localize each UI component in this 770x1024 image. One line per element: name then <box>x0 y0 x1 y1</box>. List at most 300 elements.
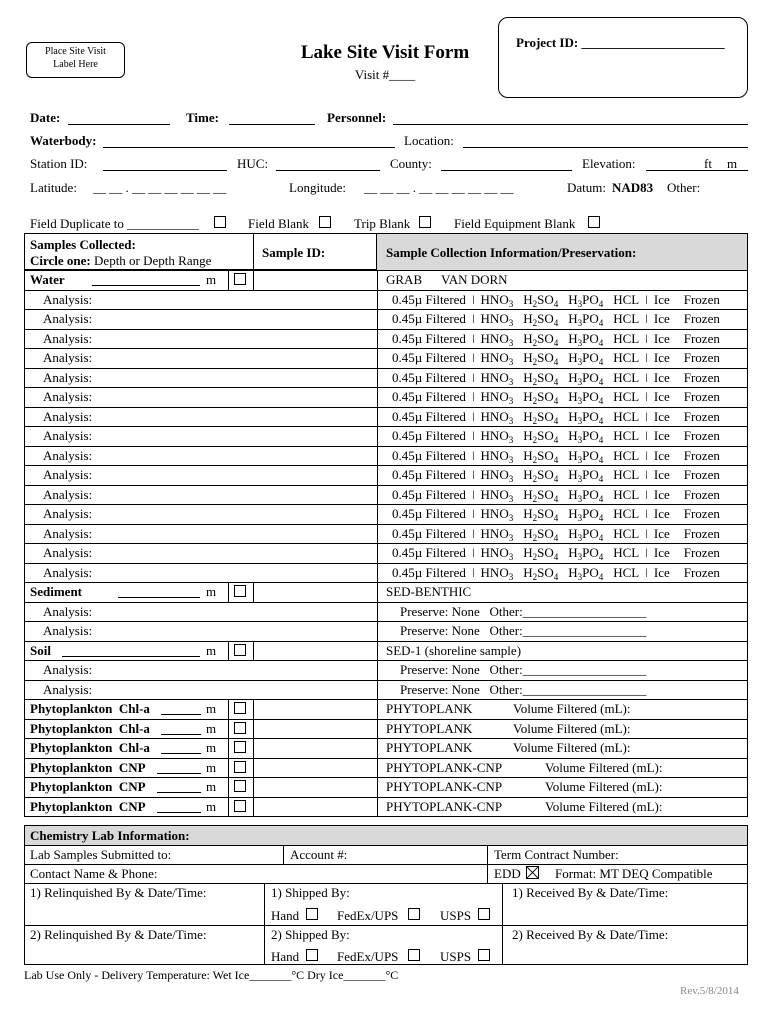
row-divider <box>24 680 748 681</box>
edd-checkbox-checked[interactable] <box>526 866 539 879</box>
ice-option[interactable]: Ice <box>653 467 670 482</box>
hno3-option[interactable] <box>481 487 514 502</box>
hno3-option[interactable] <box>481 389 514 404</box>
lab-col-divider-4 <box>502 883 503 965</box>
col-divider <box>253 719 254 739</box>
trip-blank-checkbox[interactable] <box>419 216 431 228</box>
separator: ǀ <box>645 389 648 404</box>
hno3-option[interactable] <box>481 409 514 424</box>
h2so4-option[interactable] <box>523 467 558 482</box>
row-divider <box>24 777 748 778</box>
ice-option[interactable]: Ice <box>653 370 670 385</box>
hcl-option[interactable]: HCL <box>613 448 640 463</box>
h3po4-option[interactable] <box>568 565 603 580</box>
hcl-option[interactable]: HCL <box>613 545 640 560</box>
h2so4-h: H <box>523 311 533 326</box>
h3po4-option[interactable] <box>568 292 603 307</box>
filtered-option[interactable]: 0.45µ Filtered <box>392 409 466 424</box>
h3po4-option[interactable] <box>568 311 603 326</box>
sediment-analysis-label[interactable]: Analysis: <box>43 604 93 619</box>
hcl-option[interactable]: HCL <box>613 487 640 502</box>
lab-contact[interactable]: Contact Name & Phone: <box>30 866 158 881</box>
latitude-input[interactable]: __ __ . __ __ __ __ __ __ <box>93 180 227 195</box>
water-analysis-label[interactable]: Analysis: <box>43 506 93 521</box>
water-label: Water <box>30 272 65 287</box>
h2so4-h: H <box>523 428 533 443</box>
ice-option[interactable]: Ice <box>653 389 670 404</box>
water-analysis-label[interactable]: Analysis: <box>43 428 93 443</box>
filtered-option[interactable]: 0.45µ Filtered <box>392 350 466 365</box>
water-vandorn-option[interactable]: VAN DORN <box>441 272 508 287</box>
frozen-option[interactable]: Frozen <box>683 350 720 365</box>
hno3-text: HNO <box>480 526 509 541</box>
phyto-2-depth-input[interactable] <box>161 753 201 754</box>
hcl-option[interactable]: HCL <box>613 526 640 541</box>
ship1-usps-checkbox[interactable] <box>478 908 490 920</box>
ice-option[interactable]: Ice <box>653 545 670 560</box>
hno3-text: HNO <box>480 370 509 385</box>
water-analysis-label[interactable]: Analysis: <box>43 350 93 365</box>
water-grab-option[interactable]: GRAB <box>386 272 423 287</box>
h3po4-sub1: 3 <box>577 552 583 562</box>
frozen-option[interactable]: Frozen <box>683 506 720 521</box>
hno3-option[interactable] <box>481 565 514 580</box>
h3po4-option[interactable] <box>568 409 603 424</box>
soil-preserve-options[interactable]: Preserve: None Other:___________________ <box>400 682 647 697</box>
filtered-option[interactable]: 0.45µ Filtered <box>392 292 466 307</box>
filtered-option[interactable]: 0.45µ Filtered <box>392 565 466 580</box>
separator: ǀ <box>471 448 475 463</box>
h2so4-sub2: 4 <box>553 377 559 387</box>
station-id-input[interactable] <box>103 170 227 171</box>
ice-option[interactable]: Ice <box>653 526 670 541</box>
col-divider <box>377 309 378 329</box>
soil-analysis-label[interactable]: Analysis: <box>43 682 93 697</box>
water-analysis-label[interactable]: Analysis: <box>43 545 93 560</box>
h2so4-h: H <box>523 506 533 521</box>
hno3-option[interactable] <box>481 526 514 541</box>
col-divider <box>228 270 229 290</box>
lab-col-divider-2 <box>487 845 488 884</box>
filtered-option[interactable]: 0.45µ Filtered <box>392 467 466 482</box>
water-preservation-options[interactable] <box>392 331 720 347</box>
ice-option[interactable]: Ice <box>653 350 670 365</box>
col-divider <box>253 797 254 817</box>
h3po4-h: H <box>568 311 578 326</box>
row-divider <box>24 524 748 525</box>
hcl-option[interactable]: HCL <box>613 370 640 385</box>
phyto-1-volume-filtered[interactable]: Volume Filtered (mL): <box>513 721 631 736</box>
phyto-3-volume-filtered[interactable]: Volume Filtered (mL): <box>545 760 663 775</box>
lab-use-delivery-temperature[interactable]: Lab Use Only - Delivery Temperature: Wet Ice_______°C Dry Ice_______°C <box>24 968 399 982</box>
ice-option[interactable]: Ice <box>653 448 670 463</box>
col-divider <box>377 563 378 583</box>
frozen-option[interactable]: Frozen <box>683 545 720 560</box>
water-analysis-label[interactable]: Analysis: <box>43 311 93 326</box>
separator: ǀ <box>645 506 648 521</box>
water-preservation-options[interactable] <box>392 409 720 425</box>
phyto-5-checkbox[interactable] <box>234 800 246 812</box>
col-divider <box>228 777 229 797</box>
h3po4-option[interactable] <box>568 487 603 502</box>
h2so4-option[interactable] <box>523 487 558 502</box>
ship1-fedex-checkbox[interactable] <box>408 908 420 920</box>
hcl-option[interactable]: HCL <box>613 311 640 326</box>
hcl-option[interactable]: HCL <box>613 428 640 443</box>
station-id-label: Station ID: <box>30 156 88 171</box>
h2so4-option[interactable] <box>523 565 558 580</box>
h3po4-mid: PO <box>582 448 599 463</box>
sediment-preserve-options[interactable]: Preserve: None Other:___________________ <box>400 623 647 638</box>
row-divider <box>24 407 748 408</box>
h3po4-mid: PO <box>582 526 599 541</box>
h3po4-option[interactable] <box>568 467 603 482</box>
phyto-5-depth-input[interactable] <box>157 812 201 813</box>
frozen-option[interactable]: Frozen <box>683 370 720 385</box>
field-duplicate-checkbox[interactable] <box>214 216 226 228</box>
hno3-option[interactable] <box>481 467 514 482</box>
phyto-2-volume-filtered[interactable]: Volume Filtered (mL): <box>513 740 631 755</box>
hno3-option[interactable] <box>481 292 514 307</box>
hno3-option[interactable] <box>481 370 514 385</box>
relinquished-2[interactable]: 2) Relinquished By & Date/Time: <box>30 927 207 942</box>
frozen-option[interactable]: Frozen <box>683 292 720 307</box>
water-preservation-options[interactable] <box>392 370 720 386</box>
h3po4-h: H <box>568 370 578 385</box>
phyto-1-depth-input[interactable] <box>161 734 201 735</box>
col-divider <box>377 582 378 602</box>
h3po4-option[interactable] <box>568 389 603 404</box>
soil-preserve-options[interactable]: Preserve: None Other:___________________ <box>400 662 647 677</box>
filtered-option[interactable]: 0.45µ Filtered <box>392 448 466 463</box>
h2so4-h: H <box>523 350 533 365</box>
h3po4-option[interactable] <box>568 526 603 541</box>
h2so4-mid: SO <box>537 292 554 307</box>
h2so4-h: H <box>523 448 533 463</box>
filtered-option[interactable]: 0.45µ Filtered <box>392 331 466 346</box>
ice-option[interactable]: Ice <box>653 409 670 424</box>
h2so4-sub2: 4 <box>553 474 559 484</box>
frozen-option[interactable]: Frozen <box>683 448 720 463</box>
hcl-option[interactable]: HCL <box>613 506 640 521</box>
phyto-2-checkbox[interactable] <box>234 741 246 753</box>
waterbody-input[interactable] <box>103 147 395 148</box>
ice-option[interactable]: Ice <box>653 428 670 443</box>
h3po4-h: H <box>568 350 578 365</box>
phyto-3-depth-input[interactable] <box>157 773 201 774</box>
hno3-option[interactable] <box>481 506 514 521</box>
col-divider <box>253 582 254 602</box>
hno3-option[interactable] <box>481 311 514 326</box>
phyto-0-checkbox[interactable] <box>234 702 246 714</box>
h3po4-sub1: 3 <box>577 396 583 406</box>
relinquished-1[interactable]: 1) Relinquished By & Date/Time: <box>30 885 207 900</box>
lab-submitted-to[interactable]: Lab Samples Submitted to: <box>30 847 172 862</box>
h2so4-mid: SO <box>537 487 554 502</box>
water-preservation-options[interactable] <box>392 526 720 542</box>
col-divider <box>377 777 378 797</box>
water-preservation-options[interactable] <box>392 311 720 327</box>
h2so4-option[interactable] <box>523 350 558 365</box>
water-preservation-options[interactable] <box>392 428 720 444</box>
hno3-option[interactable] <box>481 350 514 365</box>
separator: ǀ <box>645 448 648 463</box>
water-analysis-label[interactable]: Analysis: <box>43 331 93 346</box>
filtered-option[interactable]: 0.45µ Filtered <box>392 428 466 443</box>
sediment-checkbox[interactable] <box>234 585 246 597</box>
field-duplicate-label[interactable]: Field Duplicate to ___________ <box>30 216 199 231</box>
h3po4-h: H <box>568 409 578 424</box>
lab-term-contract[interactable]: Term Contract Number: <box>494 847 619 862</box>
ice-option[interactable]: Ice <box>653 565 670 580</box>
phyto-5-unit: m <box>206 799 217 814</box>
frozen-option[interactable]: Frozen <box>683 389 720 404</box>
col-divider <box>377 621 378 641</box>
phyto-0-volume-filtered[interactable]: Volume Filtered (mL): <box>513 701 631 716</box>
phyto-0-depth-input[interactable] <box>161 714 201 715</box>
separator: ǀ <box>645 311 648 326</box>
h3po4-mid: PO <box>582 506 599 521</box>
location-input[interactable] <box>463 147 748 148</box>
hcl-option[interactable]: HCL <box>613 331 640 346</box>
h3po4-option[interactable] <box>568 448 603 463</box>
ship2-hand-label: Hand <box>271 949 300 964</box>
phyto-5-volume-filtered[interactable]: Volume Filtered (mL): <box>545 799 663 814</box>
soil-label: Soil <box>30 643 51 658</box>
phyto-4-volume-filtered[interactable]: Volume Filtered (mL): <box>545 779 663 794</box>
filtered-option[interactable]: 0.45µ Filtered <box>392 370 466 385</box>
h2so4-option[interactable] <box>523 428 558 443</box>
sediment-preserve-options[interactable]: Preserve: None Other:___________________ <box>400 604 647 619</box>
frozen-option[interactable]: Frozen <box>683 526 720 541</box>
hno3-sub: 3 <box>508 338 514 348</box>
water-preservation-options[interactable] <box>392 565 720 581</box>
row-divider <box>24 699 748 700</box>
h2so4-option[interactable] <box>523 545 558 560</box>
ice-option[interactable]: Ice <box>653 292 670 307</box>
filtered-option[interactable]: 0.45µ Filtered <box>392 487 466 502</box>
filtered-option[interactable]: 0.45µ Filtered <box>392 506 466 521</box>
water-preservation-options[interactable] <box>392 448 720 464</box>
h3po4-h: H <box>568 331 578 346</box>
separator: ǀ <box>645 565 648 580</box>
received-1[interactable]: 1) Received By & Date/Time: <box>512 885 669 900</box>
field-equipment-blank-checkbox[interactable] <box>588 216 600 228</box>
hno3-option[interactable] <box>481 448 514 463</box>
phyto-5-code: PHYTOPLANK-CNP <box>386 799 503 814</box>
water-checkbox[interactable] <box>234 273 246 285</box>
h3po4-option[interactable] <box>568 428 603 443</box>
h2so4-h: H <box>523 409 533 424</box>
sediment-depth-input[interactable] <box>118 597 200 598</box>
h3po4-h: H <box>568 448 578 463</box>
water-unit: m <box>206 272 217 287</box>
shipped-2[interactable]: 2) Shipped By: <box>271 927 350 942</box>
frozen-option[interactable]: Frozen <box>683 409 720 424</box>
h3po4-sub1: 3 <box>577 416 583 426</box>
hno3-text: HNO <box>480 428 509 443</box>
separator: ǀ <box>471 467 475 482</box>
hno3-sub: 3 <box>508 572 514 582</box>
h2so4-option[interactable] <box>523 292 558 307</box>
frozen-option[interactable]: Frozen <box>683 487 720 502</box>
sediment-analysis-label[interactable]: Analysis: <box>43 623 93 638</box>
elevation-ft: ft <box>704 156 712 171</box>
lab-format: Format: MT DEQ Compatible <box>555 866 713 881</box>
hcl-option[interactable]: HCL <box>613 565 640 580</box>
h2so4-option[interactable] <box>523 409 558 424</box>
hno3-text: HNO <box>480 292 509 307</box>
hno3-option[interactable] <box>481 545 514 560</box>
project-id-field[interactable]: Project ID: ______________________ <box>516 35 725 50</box>
h3po4-mid: PO <box>582 545 599 560</box>
water-preservation-options[interactable] <box>392 487 720 503</box>
huc-input[interactable] <box>276 170 380 171</box>
water-preservation-options[interactable] <box>392 350 720 366</box>
ship2-fedex-checkbox[interactable] <box>408 949 420 961</box>
col-divider <box>377 407 378 427</box>
h2so4-mid: SO <box>537 389 554 404</box>
hno3-text: HNO <box>480 350 509 365</box>
ship2-hand-checkbox[interactable] <box>306 949 318 961</box>
water-analysis-label[interactable]: Analysis: <box>43 292 93 307</box>
h2so4-option[interactable] <box>523 311 558 326</box>
col-divider <box>377 758 378 778</box>
water-analysis-label[interactable]: Analysis: <box>43 487 93 502</box>
col-divider <box>377 270 378 290</box>
ice-option[interactable]: Ice <box>653 506 670 521</box>
h2so4-option[interactable] <box>523 448 558 463</box>
water-analysis-label[interactable]: Analysis: <box>43 467 93 482</box>
h3po4-mid: PO <box>582 350 599 365</box>
separator: ǀ <box>471 565 475 580</box>
water-analysis-label[interactable]: Analysis: <box>43 389 93 404</box>
ship2-fedex-label: FedEx/UPS <box>337 949 399 964</box>
h2so4-option[interactable] <box>523 526 558 541</box>
water-analysis-label[interactable]: Analysis: <box>43 409 93 424</box>
water-preservation-options[interactable] <box>392 292 720 308</box>
h2so4-h: H <box>523 565 533 580</box>
filtered-option[interactable]: 0.45µ Filtered <box>392 526 466 541</box>
col-divider <box>377 485 378 505</box>
h2so4-option[interactable] <box>523 331 558 346</box>
hcl-option[interactable]: HCL <box>613 467 640 482</box>
ice-option[interactable]: Ice <box>653 487 670 502</box>
water-preservation-options[interactable] <box>392 467 720 483</box>
ship1-hand-label: Hand <box>271 908 300 923</box>
h3po4-option[interactable] <box>568 506 603 521</box>
frozen-option[interactable]: Frozen <box>683 467 720 482</box>
water-analysis-label[interactable]: Analysis: <box>43 565 93 580</box>
soil-depth-input[interactable] <box>62 656 200 657</box>
h3po4-option[interactable] <box>568 370 603 385</box>
elevation-label: Elevation: <box>582 156 636 171</box>
hcl-option[interactable]: HCL <box>613 350 640 365</box>
h3po4-sub2: 4 <box>598 513 604 523</box>
separator: ǀ <box>645 526 648 541</box>
longitude-input[interactable]: __ __ __ . __ __ __ __ __ __ <box>364 180 514 195</box>
h2so4-sub1: 2 <box>532 416 538 426</box>
phyto-3-checkbox[interactable] <box>234 761 246 773</box>
visit-number-field[interactable]: Visit #____ <box>354 67 416 82</box>
water-analysis-label[interactable]: Analysis: <box>43 526 93 541</box>
h3po4-option[interactable] <box>568 545 603 560</box>
phyto-3-code: PHYTOPLANK-CNP <box>386 760 503 775</box>
h2so4-option[interactable] <box>523 506 558 521</box>
frozen-option[interactable]: Frozen <box>683 331 720 346</box>
hno3-option[interactable] <box>481 428 514 443</box>
field-blank-checkbox[interactable] <box>319 216 331 228</box>
frozen-option[interactable]: Frozen <box>683 428 720 443</box>
water-analysis-label[interactable]: Analysis: <box>43 370 93 385</box>
collection-info-heading: Sample Collection Information/Preservation: <box>386 245 637 260</box>
h2so4-mid: SO <box>537 545 554 560</box>
h3po4-option[interactable] <box>568 350 603 365</box>
shipped-1[interactable]: 1) Shipped By: <box>271 885 350 900</box>
filtered-option[interactable]: 0.45µ Filtered <box>392 545 466 560</box>
filtered-option[interactable]: 0.45µ Filtered <box>392 389 466 404</box>
row-divider <box>24 446 748 447</box>
h2so4-option[interactable] <box>523 370 558 385</box>
h2so4-option[interactable] <box>523 389 558 404</box>
water-preservation-options[interactable] <box>392 506 720 522</box>
water-depth-input[interactable] <box>92 285 200 286</box>
separator: ǀ <box>471 331 475 346</box>
water-preservation-options[interactable] <box>392 545 720 561</box>
ship2-usps-label: USPS <box>440 949 472 964</box>
h2so4-sub1: 2 <box>532 435 538 445</box>
personnel-input[interactable] <box>393 124 748 125</box>
col-divider <box>377 680 378 700</box>
h3po4-mid: PO <box>582 565 599 580</box>
county-input[interactable] <box>441 170 572 171</box>
date-input[interactable] <box>68 124 170 125</box>
h2so4-sub1: 2 <box>532 474 538 484</box>
phyto-4-depth-input[interactable] <box>157 792 201 793</box>
water-analysis-label[interactable]: Analysis: <box>43 448 93 463</box>
col-divider <box>253 758 254 778</box>
separator: ǀ <box>645 331 648 346</box>
ice-option[interactable]: Ice <box>653 311 670 326</box>
soil-analysis-label[interactable]: Analysis: <box>43 662 93 677</box>
h2so4-mid: SO <box>537 565 554 580</box>
hno3-option[interactable] <box>481 331 514 346</box>
row-divider <box>24 426 748 427</box>
hcl-option[interactable]: HCL <box>613 292 640 307</box>
water-preservation-options[interactable] <box>392 389 720 405</box>
ship1-hand-checkbox[interactable] <box>306 908 318 920</box>
hcl-option[interactable]: HCL <box>613 389 640 404</box>
filtered-option[interactable]: 0.45µ Filtered <box>392 311 466 326</box>
h3po4-sub2: 4 <box>598 338 604 348</box>
phyto-1-checkbox[interactable] <box>234 722 246 734</box>
h3po4-option[interactable] <box>568 331 603 346</box>
time-input[interactable] <box>229 124 315 125</box>
soil-checkbox[interactable] <box>234 644 246 656</box>
ice-option[interactable]: Ice <box>653 331 670 346</box>
lab-account[interactable]: Account #: <box>290 847 348 862</box>
label-placeholder-line2: Label Here <box>53 59 98 70</box>
phyto-2-code: PHYTOPLANK <box>386 740 473 755</box>
phyto-4-checkbox[interactable] <box>234 780 246 792</box>
received-2[interactable]: 2) Received By & Date/Time: <box>512 927 669 942</box>
hcl-option[interactable]: HCL <box>613 409 640 424</box>
ship2-usps-checkbox[interactable] <box>478 949 490 961</box>
hno3-text: HNO <box>480 487 509 502</box>
phyto-2-label: Phytoplankton Chl-a <box>30 740 150 755</box>
frozen-option[interactable]: Frozen <box>683 565 720 580</box>
frozen-option[interactable]: Frozen <box>683 311 720 326</box>
